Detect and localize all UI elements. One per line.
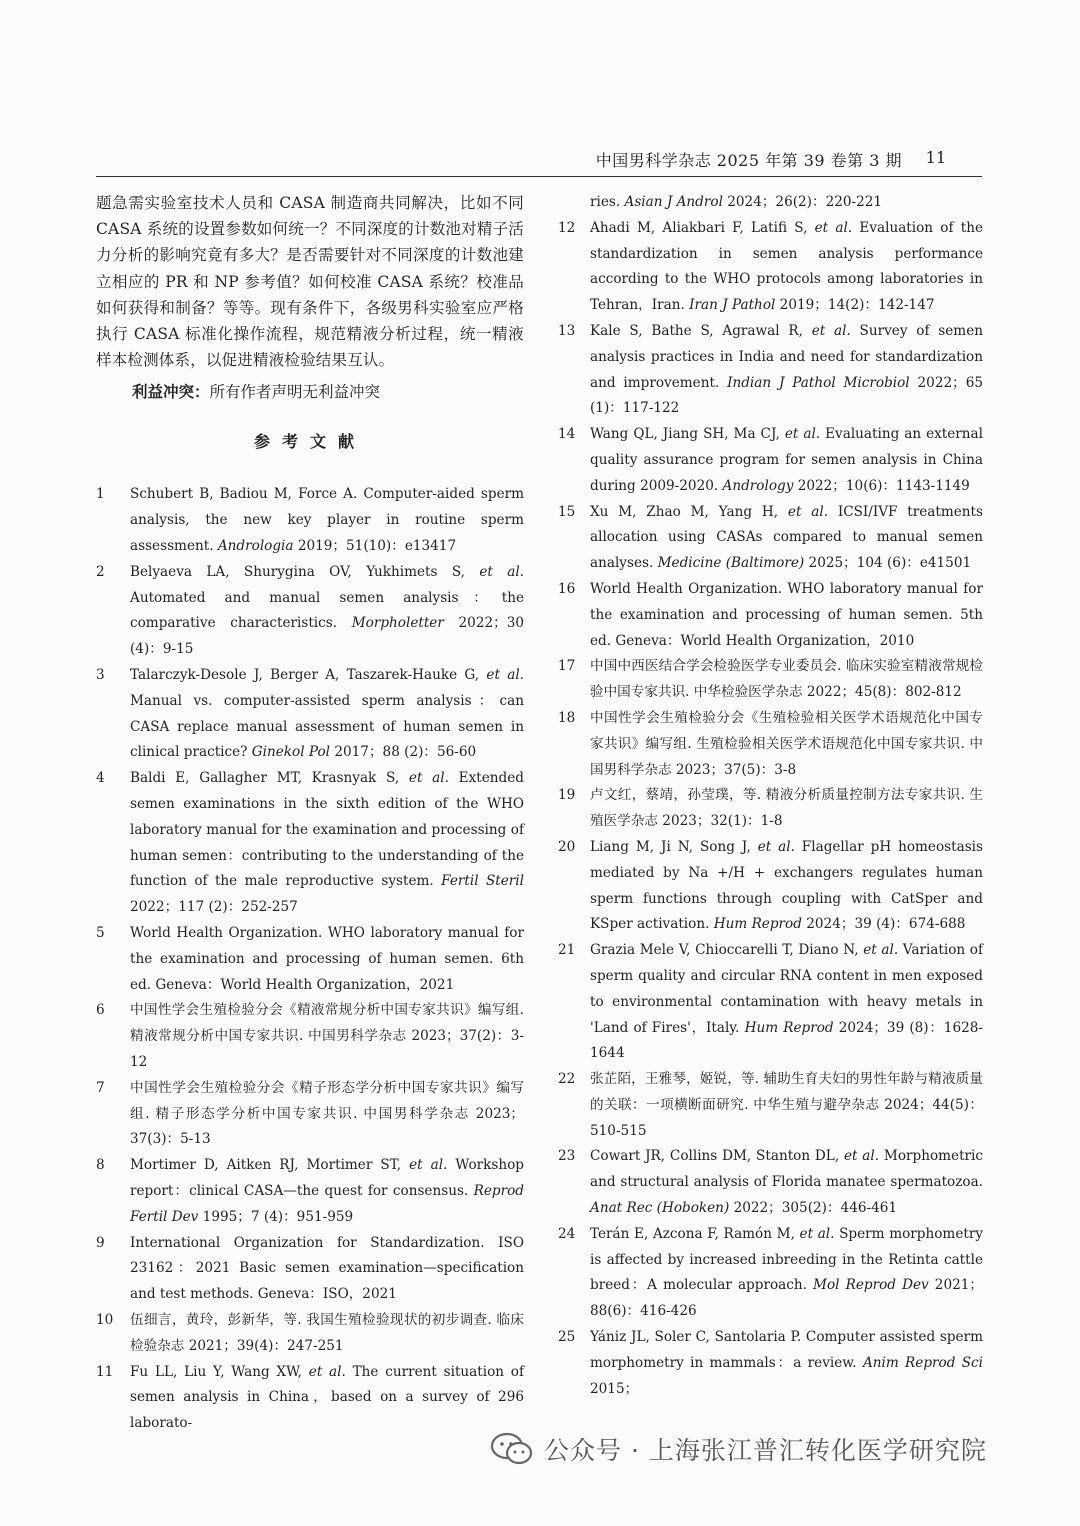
text-run: 2021；88(6)：416-426 [590,1277,983,1320]
reference-text [590,654,983,706]
reference-text [130,560,524,663]
reference-item [558,319,983,422]
italic-run: Ginekol Pol [251,744,331,761]
text-run: 中国性学会生殖检验分会《精液常规分析中国专家共识》编写组. 精液常规分析中国专家共识. 中国男科学杂志 2023；37(2)：3-12 [130,1002,524,1070]
text-run: World Health Organization. WHO laboratory manual for the examination and processing of human semen. 5th ed. Geneva：World Health Organization，2010 [590,580,983,649]
italic-run: et al [409,1157,444,1174]
text-run: . Workshop report：clinical CASA—the quest for consensus. [130,1157,524,1199]
reference-number: 9 [96,1234,105,1251]
reference-text [590,1067,983,1144]
left-column [96,190,524,1437]
wechat-icon [490,1432,534,1466]
text-run: International Organization for Standardization. ISO 23162：2021 Basic semen examination—specification and test methods. Geneva：ISO，2021 [130,1234,524,1303]
reference-item [96,1231,524,1308]
text-run: . Sperm morphometry is affected by increased inbreeding in the Retinta cattle breed：A molecular approach. [590,1225,984,1294]
reference-text [130,1308,524,1360]
italic-run: Indian J Pathol Microbiol [727,374,910,391]
italic-run: Reprod Fertil Dev [130,1182,524,1225]
reference-list-right [558,216,983,1403]
reference-text [130,1153,524,1230]
italic-run: et al [863,942,894,959]
text-run: . Evaluating an external quality assurance program for semen analysis in China during 2009-2020. [590,426,984,494]
italic-run: et al [787,503,824,520]
text-run: 2022；305(2)：446-461 [729,1200,898,1217]
text-run: . Flagellar pH homeostasis mediated by Na +/H + exchangers regulates human sperm functions through coupling with CatSper and KSper activation. [590,838,984,933]
italic-run: et al [408,770,445,787]
italic-run: et al [814,219,848,236]
text-run: Schubert B, Badiou M, Force A. Computer-aided sperm analysis, the new key player in routine sperm assessment. [130,486,524,555]
reference-item [96,663,524,766]
reference-item [558,1144,983,1221]
reference-number: 5 [96,924,105,941]
reference-item [96,998,524,1075]
reference-number: 8 [96,1157,105,1174]
journal-header [96,146,982,177]
text-run: 卢文红，蔡靖，孙莹璞，等. 精液分析质量控制方法专家共识. 生殖医学杂志 2023；32(1)：1-8 [590,787,983,830]
text-run: Talarczyk-Desole J, Berger A, Taszarek-Hauke G, [130,667,487,683]
text-run: ries. [590,194,625,210]
text-run: Belyaeva LA, Shurygina OV, Yukhimets S, [130,563,480,580]
italic-run: Anat Rec (Hoboken) [590,1200,730,1217]
text-run: . Variation of sperm quality and circular RNA content in men exposed to environmental contamination with heavy metals in 'Land of Fires'，Italy. [590,942,983,1036]
reference-item [558,835,983,938]
reference-item [96,1153,524,1230]
reference-item [96,1076,524,1153]
text-run: Baldi E, Gallagher MT, Krasnyak S, [130,770,409,787]
reference-text [590,783,983,835]
text-run: 1995；7 (4)：951-959 [198,1208,354,1225]
italic-run: et al [843,1148,875,1165]
text-run: 2022；10(6)：1143-1149 [793,477,970,494]
text-run: . Extended semen examinations in the sixth edition of the WHO laboratory manual for the examination and processing of human semen：contributing to the understanding of the function of the male reproductive system. [130,770,524,890]
reference-item [558,654,983,706]
reference-text [590,500,983,577]
conflict-text: 所有作者声明无利益冲突 [209,383,381,402]
reference-number: 17 [558,658,576,675]
text-run: . Survey of semen analysis practices in India and need for standardization and improvement. [590,322,983,391]
reference-number: 13 [558,322,576,339]
italic-run: Medicine (Baltimore) [657,555,805,572]
text-run: Fu LL, Liu Y, Wang XW, [130,1363,309,1380]
reference-number: 11 [96,1363,114,1380]
italic-run: et al [784,426,816,443]
text-run: 2024；26(2)：220-221 [722,194,883,210]
italic-run: et al [486,667,520,683]
reference-text [590,938,983,1067]
reference-text [590,1325,983,1402]
reference-text [130,1360,524,1437]
reference-text [590,319,983,422]
italic-run: Iran J Pathol [689,297,776,314]
text-run: Ahadi M, Aliakbari F, Latifi S, [590,219,815,236]
reference-item [558,1067,983,1144]
reference-number: 4 [96,770,105,787]
text-run: Xu M, Zhao M, Yang H, [590,503,788,520]
text-run: Grazia Mele V, Chioccarelli T, Diano N, [590,942,864,959]
reference-text [130,998,524,1075]
text-run: 张芷陌，王雅琴，姬锐，等. 辅助生育夫妇的男性年龄与精液质量的关联：一项横断面研究. 中华生殖与避孕杂志 2024；44(5)：510-515 [590,1071,983,1139]
text-run: . Automated and manual semen analysis：the comparative characteristics. [130,563,524,632]
reference-item [96,921,524,998]
reference-number: 7 [96,1079,105,1096]
text-run: . Manual vs. computer-assisted sperm analysis：can CASA replace manual assessment of human semen in clinical practice? [130,667,524,761]
text-run: 2024；39 (8)：1628-1644 [590,1019,983,1062]
text-run: . Evaluation of the standardization in semen analysis performance according to the WHO protocols among laboratories in Tehran，Iran. [590,219,983,314]
reference-item [558,706,983,783]
text-run: 2019；14(2)：142-147 [775,297,935,314]
reference-text [130,1076,524,1153]
reference-item [96,1360,524,1437]
reference-number: 24 [558,1225,576,1242]
text-run: 2025；104 (6)：e41501 [804,555,972,572]
text-run: . ICSI/IVF treatments allocation using CASAs compared to manual semen analyses. [590,503,983,572]
reference-number: 25 [558,1329,576,1346]
reference-number: 23 [558,1148,576,1165]
italic-run: Hum Reprod [713,916,802,933]
italic-run: Asian J Androl [624,194,723,210]
italic-run: Anim Reprod Sci [862,1354,983,1371]
text-run: Terán E, Azcona F, Ramón M, [590,1225,800,1242]
reference-number: 19 [558,787,576,804]
text-run: Wang QL, Jiang SH, Ma CJ, [590,426,785,443]
reference-item [558,500,983,577]
italic-run: et al [799,1225,831,1242]
italic-run: et al [308,1363,342,1380]
italic-run: Andrology [722,477,794,494]
reference-item [558,938,983,1067]
reference-text [590,216,983,319]
italic-run: Andrologia [217,538,294,555]
reference-text [130,482,524,559]
text-run: 2015； [590,1380,639,1397]
italic-run: et al [757,838,791,855]
references-heading: 参考文献 [253,432,366,452]
reference-item [96,766,524,921]
italic-run: Hum Reprod [744,1019,834,1036]
reference-number: 16 [558,580,576,597]
watermark-text: 公众号 · 上海张江普汇转化医学研究院 [544,1436,987,1465]
text-run: 2022；117 (2)：252-257 [130,899,298,916]
text-run: 伍细言，黄玲，彭新华，等. 我国生殖检验现状的初步调查. 临床检验杂志 2021；39(4)：247-251 [130,1311,524,1354]
reference-number: 2 [96,563,105,580]
text-run: . Morphometric and structural analysis of Florida manatee spermatozoa. [590,1148,984,1191]
reference-number: 1 [96,486,105,503]
text-run: 2022；30 (4)：9-15 [130,615,525,658]
reference-number: 15 [558,503,576,520]
text-run: . The current situation of semen analysis in China，based on a survey of 296 laborato- [130,1363,525,1432]
conflict-of-interest [96,379,524,405]
italic-run: et al [811,322,847,339]
reference-item [558,577,983,654]
text-run: 2019；51(10)：e13417 [293,538,457,555]
reference-text [590,577,983,654]
reference-number: 22 [558,1071,576,1088]
text-run: Cowart JR, Collins DM, Stanton DL, [590,1148,844,1165]
journal-title: 中国男科学杂志 2025 年第 39 卷第 3 期 [595,151,902,170]
reference-item [558,216,983,319]
page-number: 11 [925,148,946,167]
text-run: 中国性学会生殖检验分会《生殖检验相关医学术语规范化中国专家共识》编写组. 生殖检验相关医学术语规范化中国专家共识. 中国男科学杂志 2023；37(5)：3-8 [590,709,983,778]
reference-text [130,1231,524,1308]
reference-number: 21 [558,942,576,959]
reference-item [558,1325,983,1402]
italic-run: et al [479,563,520,580]
text-run: Yániz JL, Soler C, Santolaria P. Computer assisted sperm morphometry in mammals：a review. [590,1329,983,1371]
reference-text [590,422,983,499]
reference-text [130,663,524,766]
reference-number: 20 [558,838,576,855]
italic-run: Fertil Steril [441,873,524,890]
reference-number: 14 [558,426,576,443]
reference-item [558,783,983,835]
right-column [558,190,983,1402]
body-paragraph: 题急需实验室技术人员和 CASA 制造商共同解决，比如不同 CASA 系统的设置参数如何统一？不同深度的计数池对精子活力分析的影响究竟有多大？是否需要针对不同深度的计数池建立相应的 PR 和 NP 参考值？如何校准 CASA 系统？校准品如何获得和制备？等等。现有条件下，各级男科实验室应严格执行 CASA 标准化操作流程，规范精液分析过程，统一精液样本检测体系，以促进精液检验结果互认。 [96,194,524,370]
reference-number: 6 [96,1002,105,1019]
reference-continuation [558,190,983,216]
reference-text [590,1144,983,1221]
text-run: Kale S, Bathe S, Agrawal R, [590,322,812,339]
reference-item [96,1308,524,1360]
italic-run: Mol Reprod Dev [813,1277,929,1294]
text-run: World Health Organization. WHO laboratory manual for the examination and processing of human semen. 6th ed. Geneva：World Health Organization，2021 [130,924,524,993]
text-run: Mortimer D, Aitken RJ, Mortimer ST, [130,1157,410,1174]
reference-item [558,422,983,499]
text-run: Liang M, Ji N, Song J, [590,838,758,855]
text-run: 2024；39 (4)：674-688 [801,916,966,933]
reference-number: 18 [558,709,576,726]
conflict-label: 利益冲突： [132,382,210,402]
text-run: 2017；88 (2)：56-60 [330,744,477,761]
reference-text [590,1222,983,1325]
text-run: 中国中西医结合学会检验医学专业委员会. 临床实验室精液常规检验中国专家共识. 中华检验医学杂志 2022；45(8)：802-812 [590,658,983,701]
reference-item [96,560,524,663]
reference-item [96,482,524,559]
reference-text [130,766,524,921]
reference-text [130,921,524,998]
reference-number: 10 [96,1311,114,1328]
italic-run: Morpholetter [351,615,444,632]
reference-number: 3 [96,667,105,683]
reference-text [590,706,983,783]
watermark [490,1424,987,1474]
reference-text [590,835,983,938]
reference-list-left [96,482,524,1436]
reference-number: 12 [558,219,576,236]
text-run: 2022；65 (1)：117-122 [590,374,984,417]
reference-item [558,1222,983,1325]
text-run: 中国性学会生殖检验分会《精子形态学分析中国专家共识》编写组. 精子形态学分析中国专家共识. 中国男科学杂志 2023；37(3)：5-13 [130,1079,524,1148]
